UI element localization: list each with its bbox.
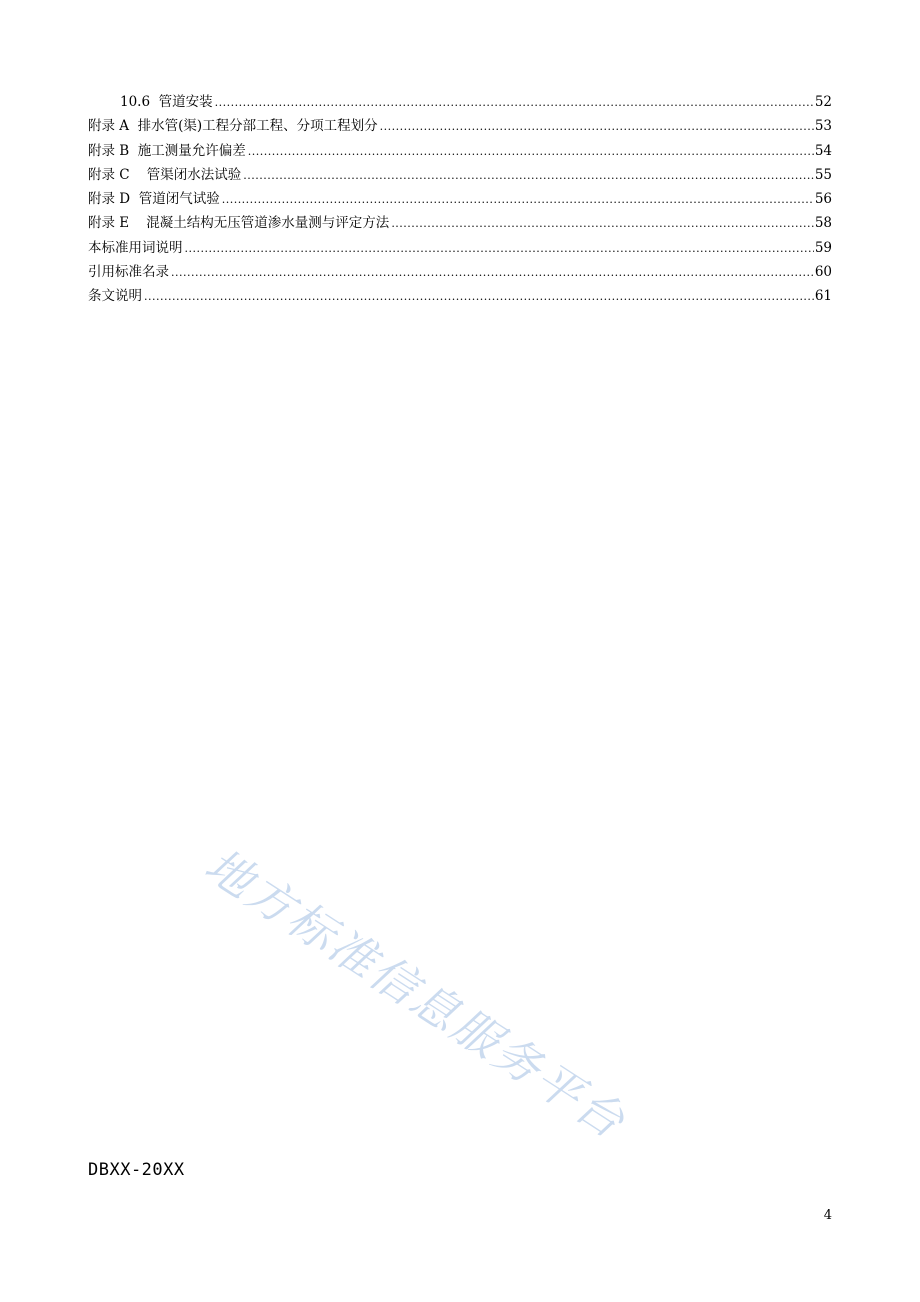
toc-entry-title: 10.6 管道安装 bbox=[120, 94, 213, 110]
toc-dot-leader bbox=[248, 140, 814, 164]
toc-dot-leader bbox=[380, 115, 814, 139]
toc-entry-page: 54 bbox=[814, 142, 832, 159]
toc-dot-leader bbox=[215, 91, 814, 115]
toc-entry-referenced-standards[interactable] bbox=[88, 260, 832, 284]
toc-entry-page: 55 bbox=[814, 166, 832, 183]
toc-entry-appendix-d[interactable] bbox=[88, 187, 832, 211]
toc-entry-appendix-a[interactable] bbox=[88, 114, 832, 138]
watermark: 地方标准信息服务平台 bbox=[195, 837, 637, 1150]
toc-dot-leader bbox=[391, 212, 814, 236]
document-code: DBXX-20XX bbox=[88, 1160, 185, 1180]
toc-dot-leader bbox=[185, 237, 814, 261]
toc-entry-title: 附录 D 管道闭气试验 bbox=[88, 191, 220, 208]
table-of-contents bbox=[88, 90, 832, 309]
toc-entry-page: 58 bbox=[814, 215, 832, 232]
toc-entry-10-6[interactable] bbox=[88, 90, 832, 114]
toc-entry-appendix-b[interactable] bbox=[88, 139, 832, 163]
toc-entry-title: 本标准用词说明 bbox=[88, 239, 183, 256]
toc-entry-clause-explanation[interactable] bbox=[88, 284, 832, 308]
toc-entry-appendix-c[interactable] bbox=[88, 163, 832, 187]
page-number: 4 bbox=[823, 1208, 832, 1223]
toc-entry-title: 附录 A 排水管(渠)工程分部工程、分项工程划分 bbox=[88, 118, 378, 135]
toc-dot-leader bbox=[171, 261, 814, 285]
toc-dot-leader bbox=[222, 188, 814, 212]
toc-dot-leader bbox=[144, 285, 814, 309]
toc-entry-title: 引用标准名录 bbox=[88, 264, 169, 281]
toc-entry-appendix-e[interactable] bbox=[88, 211, 832, 235]
toc-entry-page: 56 bbox=[814, 191, 832, 208]
toc-dot-leader bbox=[243, 164, 814, 188]
toc-entry-page: 60 bbox=[814, 264, 832, 281]
toc-entry-title: 附录 E 混凝土结构无压管道渗水量测与评定方法 bbox=[88, 215, 390, 232]
toc-entry-page: 53 bbox=[814, 118, 832, 135]
toc-entry-page: 52 bbox=[814, 94, 832, 110]
toc-entry-title: 附录 B 施工测量允许偏差 bbox=[88, 142, 246, 159]
toc-entry-page: 61 bbox=[814, 288, 832, 305]
toc-entry-page: 59 bbox=[814, 239, 832, 256]
toc-entry-title: 条文说明 bbox=[88, 288, 142, 305]
toc-entry-title: 附录 C 管渠闭水法试验 bbox=[88, 166, 242, 183]
toc-entry-wording-explanation[interactable] bbox=[88, 236, 832, 260]
